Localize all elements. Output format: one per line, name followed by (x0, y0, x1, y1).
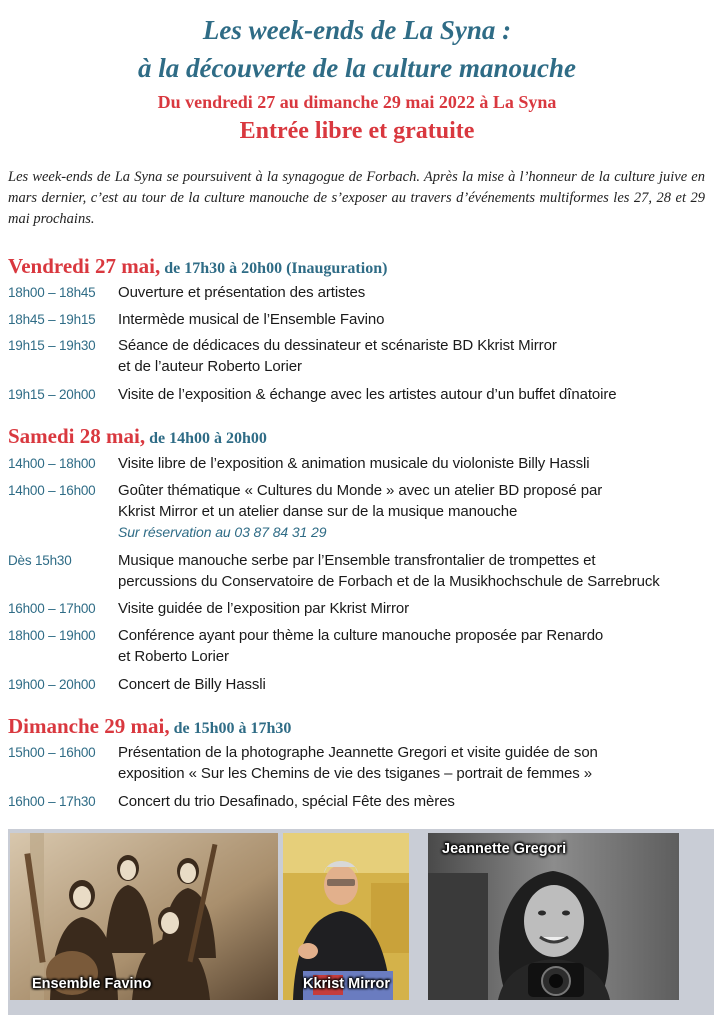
photo-caption: Jeannette Gregori (442, 841, 567, 857)
event-time: Dès 15h30 (8, 553, 72, 568)
event-time: 18h45 – 19h15 (8, 312, 96, 327)
photo-caption: Kkrist Mirror (303, 976, 391, 992)
event-dates: Du vendredi 27 au dimanche 29 mai 2022 à La Syna (157, 92, 557, 112)
event-description-line: et Roberto Lorier (118, 648, 229, 665)
day-hours: de 14h00 à 20h00 (149, 430, 267, 447)
event-description-line: Goûter thématique « Cultures du Monde » avec un atelier BD proposé par (118, 482, 603, 499)
event-description: Intermède musical de l’Ensemble Favino (118, 311, 385, 328)
event-description (118, 625, 698, 667)
event-description-line: Kkrist Mirror et un atelier danse sur de la musique manouche (118, 503, 518, 520)
event-description: Visite guidée de l’exposition par Kkrist Mirror (118, 600, 409, 617)
event-description: Ouverture et présentation des artistes (118, 284, 366, 301)
event-time: 18h00 – 19h00 (8, 628, 96, 643)
day-hours: de 17h30 à 20h00 (Inauguration) (164, 260, 388, 277)
event-time: 16h00 – 17h00 (8, 601, 96, 616)
event-description: Concert de Billy Hassli (118, 676, 266, 693)
event-description (118, 480, 698, 543)
event-description-line: Musique manouche serbe par l’Ensemble transfrontalier de trompettes et (118, 552, 596, 569)
event-time: 18h00 – 18h45 (8, 285, 96, 300)
event-description (118, 335, 698, 377)
reservation-note: Sur réservation au 03 87 84 31 29 (118, 524, 327, 540)
event-description-line: exposition « Sur les Chemins de vie des tsiganes – portrait de femmes » (118, 765, 592, 782)
event-time: 15h00 – 16h00 (8, 745, 96, 760)
event-time: 19h00 – 20h00 (8, 677, 96, 692)
day-heading-sunday (8, 714, 291, 739)
free-entry: Entrée libre et gratuite (239, 118, 475, 144)
event-description-line: Conférence ayant pour thème la culture manouche proposée par Renardo (118, 627, 604, 644)
day-name: Samedi 28 mai, (8, 424, 146, 448)
title-line-2: à la découverte de la culture manouche (138, 53, 576, 83)
event-description (118, 742, 698, 784)
photo-kkrist-mirror (283, 833, 409, 1000)
event-time: 19h15 – 19h30 (8, 338, 96, 353)
event-description-line: et de l’auteur Roberto Lorier (118, 358, 302, 375)
event-time: 14h00 – 18h00 (8, 456, 96, 471)
event-time: 19h15 – 20h00 (8, 387, 96, 402)
event-description: Visite de l’exposition & échange avec les artistes autour d’un buffet dînatoire (118, 386, 617, 403)
day-hours: de 15h00 à 17h30 (173, 720, 292, 737)
day-heading-saturday (8, 424, 267, 449)
photo-jeannette-gregori (428, 833, 679, 1000)
title-line-1: Les week-ends de La Syna : (202, 15, 512, 45)
event-description-line: Présentation de la photographe Jeannette Gregori et visite guidée de son (118, 744, 598, 761)
event-description: Concert du trio Desafinado, spécial Fête des mères (118, 793, 455, 810)
day-name: Vendredi 27 mai, (8, 254, 161, 278)
event-description-line: Séance de dédicaces du dessinateur et scénariste BD Kkrist Mirror (118, 337, 557, 354)
day-heading-friday (8, 254, 387, 279)
photo-ensemble-favino (10, 833, 278, 1000)
event-time: 16h00 – 17h30 (8, 794, 96, 809)
event-time: 14h00 – 16h00 (8, 483, 96, 498)
intro-paragraph: Les week-ends de La Syna se poursuivent à la synagogue de Forbach. Après la mise à l’honneur de la culture juive en mars dernier, c’est au tour de la culture manouche de s’exposer au travers d’événements multiformes les 27, 28 et 29 mai prochains. (8, 169, 705, 227)
day-name: Dimanche 29 mai, (8, 714, 170, 738)
event-description: Visite libre de l’exposition & animation musicale du violoniste Billy Hassli (118, 455, 590, 472)
photo-caption: Ensemble Favino (32, 976, 152, 992)
event-description (118, 550, 698, 592)
event-description-line: percussions du Conservatoire de Forbach et de la Musikhochschule de Sarrebruck (118, 573, 660, 590)
